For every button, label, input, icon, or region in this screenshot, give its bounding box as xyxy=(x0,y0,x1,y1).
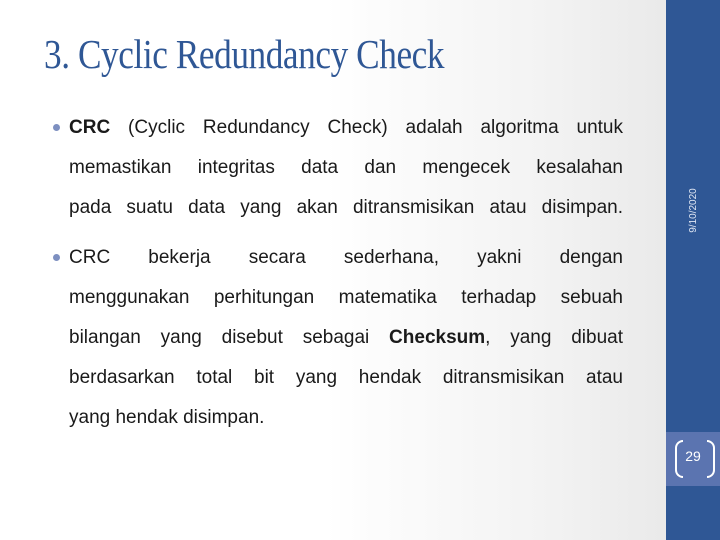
bullet-line: yang hendak disimpan. xyxy=(69,407,265,428)
bold-term: Checksum xyxy=(389,327,486,348)
date-text: 9/10/2020 xyxy=(687,187,699,233)
bullet-line: pada suatu data yang akan ditransmisikan atau disimpan. xyxy=(69,197,623,218)
bullet-crc-definition xyxy=(53,108,623,228)
slide-body xyxy=(53,108,623,448)
bullet-line: bilangan yang disebut sebagai Checksum, yang dibuat xyxy=(69,327,623,348)
bold-term: CRC xyxy=(69,117,111,138)
page-number: 29 xyxy=(685,448,701,464)
bullet-crc-how-it-works xyxy=(53,238,623,438)
page-number-box xyxy=(666,432,720,486)
right-bracket-icon xyxy=(707,440,715,478)
bullet-dot-icon xyxy=(53,124,60,131)
bullet-line: CRC bekerja secara sederhana, yakni dengan xyxy=(69,247,623,268)
bullet-line: menggunakan perhitungan matematika terhadap sebuah xyxy=(69,287,623,308)
bullet-line: CRC (Cyclic Redundancy Check) adalah algoritma untuk xyxy=(69,117,623,138)
date-footer xyxy=(666,150,720,270)
slide-title: 3. Cyclic Redundancy Check xyxy=(44,31,445,77)
bullet-line: berdasarkan total bit yang hendak ditransmisikan atau xyxy=(69,367,623,388)
bullet-line: memastikan integritas data dan mengecek kesalahan xyxy=(69,157,623,178)
bullet-dot-icon xyxy=(53,254,60,261)
